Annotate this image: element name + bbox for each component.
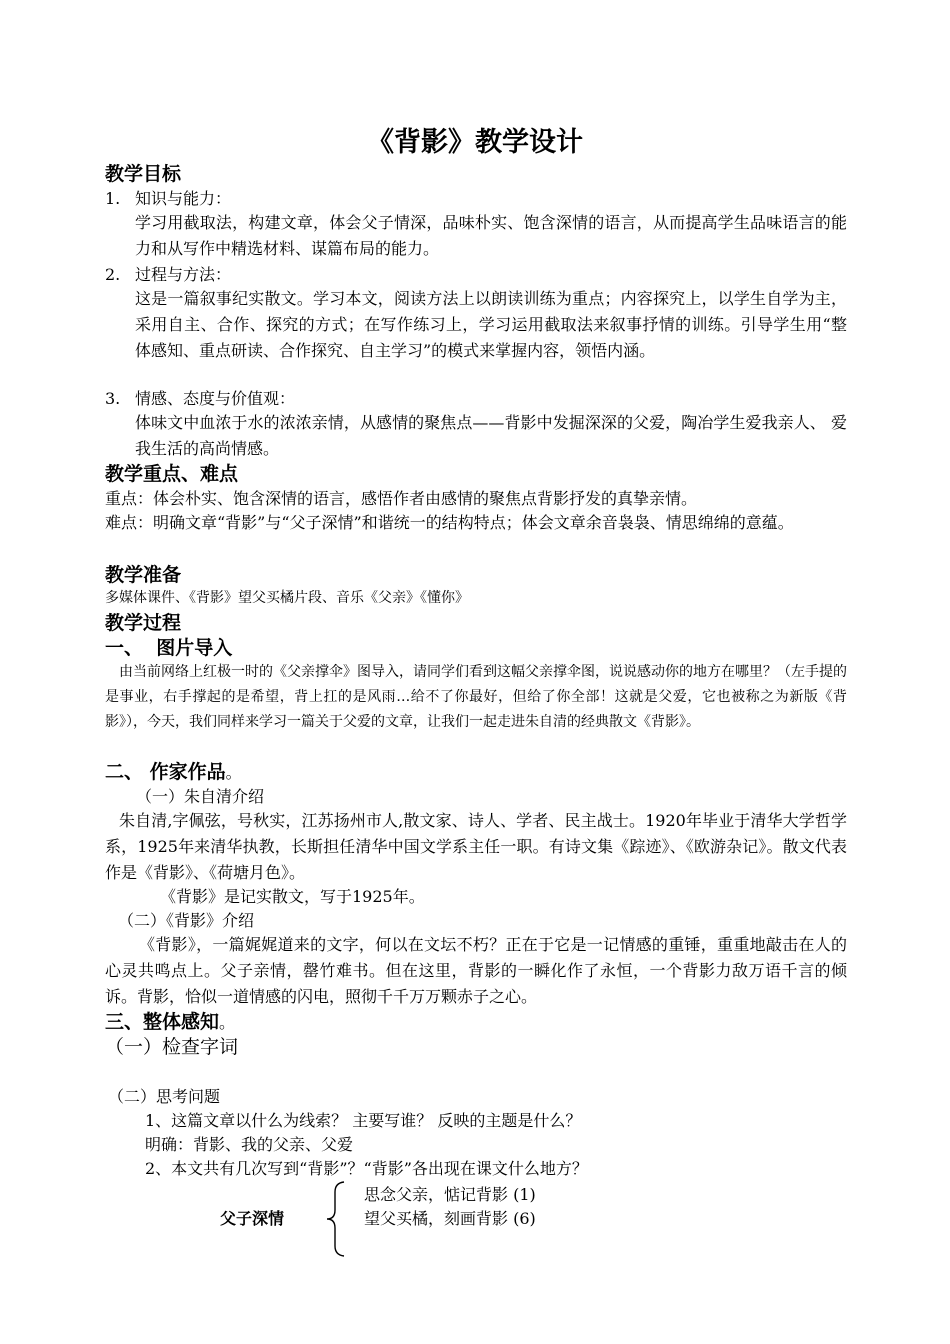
diagram-label: 父子深情	[220, 1209, 285, 1228]
section3-heading-wrap	[105, 1010, 235, 1035]
prep-text: 多媒体课件、《背影》望父买橘片段、音乐《父亲》《懂你》	[105, 590, 469, 606]
key-points-heading: 教学重点、难点	[105, 463, 239, 485]
diagram-item-1: 思念父亲，惦记背影 (1)	[364, 1185, 536, 1204]
goal-label-3: 情感、态度与价值观：	[135, 389, 296, 408]
goal-text-1: 学习用截取法，构建文章，体会父子情深，品味朴实、饱含深情的语言，从而提高学生品味语言的能力和从写作中精选材料、谋篇布局的能力。	[135, 213, 847, 258]
goal-text-3: 体味文中血浓于水的浓浓亲情，从感情的聚焦点——背影中发掘深深的父爱，陶冶学生爱我亲人、 爱我生活的高尚情感。	[135, 413, 847, 458]
focus-text: 重点：体会朴实、饱含深情的语言，感悟作者由感情的聚焦点背影抒发的真挚亲情。	[105, 489, 698, 508]
left-brace-icon	[326, 1180, 346, 1258]
goal-text-2: 这是一篇叙事纪实散文。学习本文，阅读方法上以朗读训练为重点；内容探究上，以学生自学为主，采用自主、合作、探究的方式；在写作练习上，学习运用截取法来叙事抒情的训练。引导学生用“整体感知、重点研读、合作探究、自主学习”的模式来掌握内容，领悟内涵。	[135, 289, 847, 360]
answer-1: 明确：背影、我的父亲、父爱	[145, 1135, 354, 1154]
section2-heading-tail: 。	[225, 763, 242, 782]
goals-heading: 教学目标	[105, 163, 182, 185]
section3-sub1: （一）检查字词	[105, 1036, 239, 1058]
goal-number-2: 2.	[105, 265, 121, 284]
section2-sub1: （一）朱自清介绍	[136, 787, 265, 806]
section2-heading: 二、 作家作品	[105, 761, 226, 783]
prep-heading: 教学准备	[105, 564, 182, 586]
process-heading: 教学过程	[105, 612, 182, 634]
diagram-item-2: 望父买橘，刻画背影 (6)	[364, 1209, 536, 1228]
goal-number-1: 1.	[105, 189, 121, 208]
section2-heading-wrap	[105, 760, 242, 785]
section2-sub1-text: 朱自清,字佩弦，号秋实，江苏扬州市人,散文家、诗人、学者、民主战士。1920年毕业于清华大学哲学系，1925年来清华执教，长斯担任清华中国文学系主任一职。有诗文集《踪迹》、《欧游杂记》。散文代表作是《背影》、《荷塘月色》。	[105, 811, 847, 882]
question-1: 1、这篇文章以什么为线索？ 主要写谁？ 反映的主题是什么？	[145, 1111, 582, 1130]
goal-number-3: 3.	[105, 389, 121, 408]
difficulty-text: 难点：明确文章“背影”与“父子深情”和谐统一的结构特点；体会文章余音袅袅、情思绵绵的意蕴。	[105, 513, 794, 532]
goal-label-2: 过程与方法：	[135, 265, 232, 284]
section3-heading: 三、整体感知	[105, 1011, 220, 1033]
document-title: 《背影》教学设计	[367, 127, 583, 158]
goal-label-1: 知识与能力：	[135, 189, 232, 208]
question-2: 2、本文共有几次写到“背影”？“背影”各出现在课文什么地方？	[145, 1159, 588, 1178]
section1-text: 由当前网络上红极一时的《父亲撑伞》图导入，请同学们看到这幅父亲撑伞图，说说感动你的地方在哪里？（左手提的是事业，右手撑起的是希望，背上扛的是风雨…给不了你最好，但给了你全部！这就是父爱，它也被称之为新版《背影》），今天，我们同样来学习一篇关于父爱的文章，让我们一起走进朱自清的经典散文《背影》。	[105, 664, 847, 730]
section1-heading: 一、 图片导入	[105, 637, 233, 659]
section2-sub2: （二）《背影》介绍	[118, 911, 255, 930]
section2-sub2-text: 《背影》，一篇娓娓道来的文字，何以在文坛不朽？正在于它是一记情感的重锤，重重地敲击在人的心灵共鸣点上。父子亲情，罄竹难书。但在这里，背影的一瞬化作了永恒，一个背影力敌万语千言的倾诉。背影，恰似一道情感的闪电，照彻千千万万颗赤子之心。	[105, 935, 847, 1006]
section3-heading-tail: 。	[219, 1013, 236, 1032]
section3-sub2: （二）思考问题	[108, 1087, 221, 1106]
section2-sub1-note: 《背影》是记实散文，写于1925年。	[160, 887, 425, 906]
